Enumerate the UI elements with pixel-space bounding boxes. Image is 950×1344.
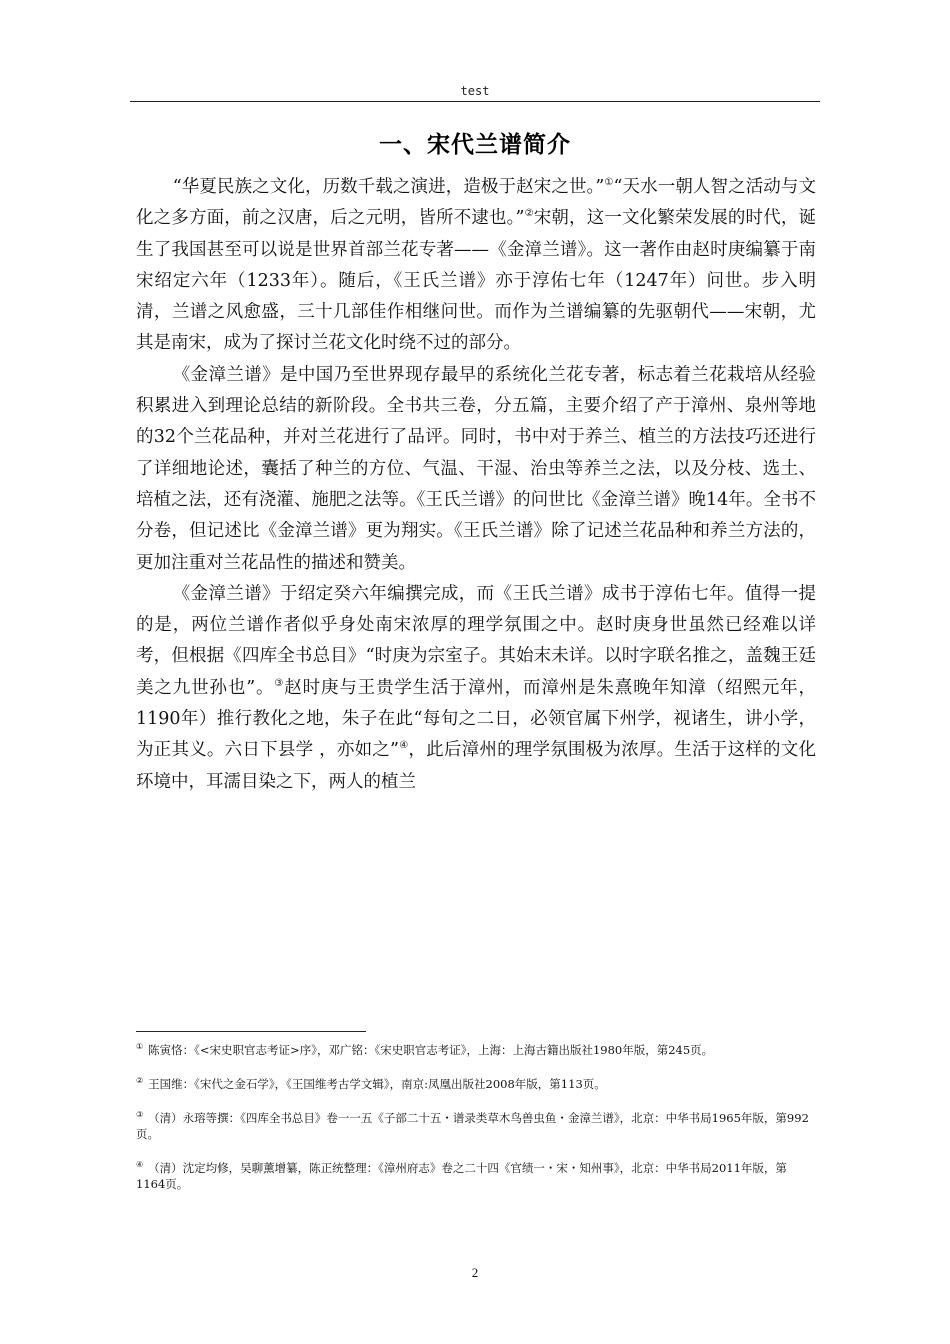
footnote-ref[interactable]: ③ — [274, 677, 285, 689]
paragraph — [136, 579, 816, 798]
text-run: 赵时庚与王贵学生活于漳州，而漳州是朱熹晚年知漳（绍熙元年，1190年）推行教化之地，朱子在此“每旬之二日，必领官属下州学，视诸生，讲小学，为正其义。六日下县学 ，亦如之” — [136, 677, 817, 761]
text-run: 《金漳兰谱》于绍定癸六年编撰完成，而《王氏兰谱》成书于淳佑七年。值得一提的是，两位兰谱作者似乎身处南宋浓厚的理学氛围之中。赵时庚身世虽然已经难以详考，但根据《四库全书总目》“时庚为宗室子。其始末未详。以时字联名推之，盖魏王廷美之九世孙也”。 — [136, 583, 816, 698]
running-header: test — [460, 84, 490, 98]
footnote — [136, 1110, 816, 1142]
text-run: “华夏民族之文化，历数千载之演进，造极于赵宋之世。” — [172, 177, 605, 197]
footnote — [136, 1042, 816, 1058]
paragraph — [136, 360, 816, 579]
paragraph — [136, 172, 816, 360]
footnotes — [136, 1042, 816, 1210]
footnote-ref[interactable]: ① — [604, 177, 614, 189]
footnote — [136, 1160, 816, 1192]
text-run: 宋朝，这一文化繁荣发展的时代，诞生了我国甚至可以说是世界首部兰花专著——《金漳兰谱》。这一著作由赵时庚编纂于南宋绍定六年（1233年）。随后，《王氏兰谱》亦于淳佑七年（1247年）问世。步入明清，兰谱之风愈盛，三十几部佳作相继问世。而作为兰谱编纂的先驱朝代——宋朝，尤其是南宋，成为了探讨兰花文化时绕不过的部分。 — [136, 208, 816, 354]
section-title: 一、宋代兰谱简介 — [379, 132, 571, 158]
footnote-ref[interactable]: ② — [524, 208, 534, 220]
footnote-separator — [136, 1031, 366, 1032]
footnote-mark: ④ — [136, 1160, 144, 1170]
footnote-mark: ② — [136, 1076, 144, 1086]
footnote — [136, 1076, 816, 1092]
text-run: ，此后漳州的理学氛围极为浓厚。生活于这样的文化环境中，耳濡目染之下，两人的植兰 — [136, 740, 817, 792]
body-text — [136, 172, 816, 798]
page-number: 2 — [471, 1265, 479, 1280]
footnote-mark: ③ — [136, 1110, 144, 1120]
footnote-ref[interactable]: ④ — [398, 740, 409, 752]
footnote-text: （清）永瑢等撰：《四库全书总目》卷一一五《子部二十五・谱录类草木鸟兽虫鱼・金漳兰谱》，北京：中华书局1965年版，第992页。 — [136, 1111, 809, 1141]
footnote-text: 陈寅恪：《<宋史职官志考证>序》，邓广铭：《宋史职官志考证》，上海：上海古籍出版社1980年版，第245页。 — [148, 1043, 714, 1057]
footnote-text: （清）沈定均修，吴聊薰增纂，陈正统整理：《漳州府志》卷之二十四《官绩一・宋・知州事》，北京：中华书局2011年版，第1164页。 — [136, 1161, 787, 1191]
footnote-text: 王国维：《宋代之金石学》，《王国维考古学文辑》，南京:凤凰出版社2008年版，第113页。 — [148, 1077, 606, 1091]
header-rule — [130, 101, 820, 102]
footnote-mark: ① — [136, 1042, 144, 1052]
text-run: 《金漳兰谱》是中国乃至世界现存最早的系统化兰花专著，标志着兰花栽培从经验积累进入到理论总结的新阶段。全书共三卷，分五篇，主要介绍了产于漳州、泉州等地的32个兰花品种，并对兰花进行了品评。同时，书中对于养兰、植兰的方法技巧还进行了详细地论述，囊括了种兰的方位、气温、干湿、治虫等养兰之法，以及分枝、选土、培植之法，还有浇灌、施肥之法等。《王氏兰谱》的问世比《金漳兰谱》晚14年。全书不分卷，但记述比《金漳兰谱》更为翔实。《王氏兰谱》除了记述兰花品种和养兰方法的，更加注重对兰花品性的描述和赞美。 — [136, 364, 816, 573]
text-run: “天水一朝人智之活动与文化之多方面，前之汉唐，后之元明，皆所不逮也。” — [136, 177, 816, 229]
